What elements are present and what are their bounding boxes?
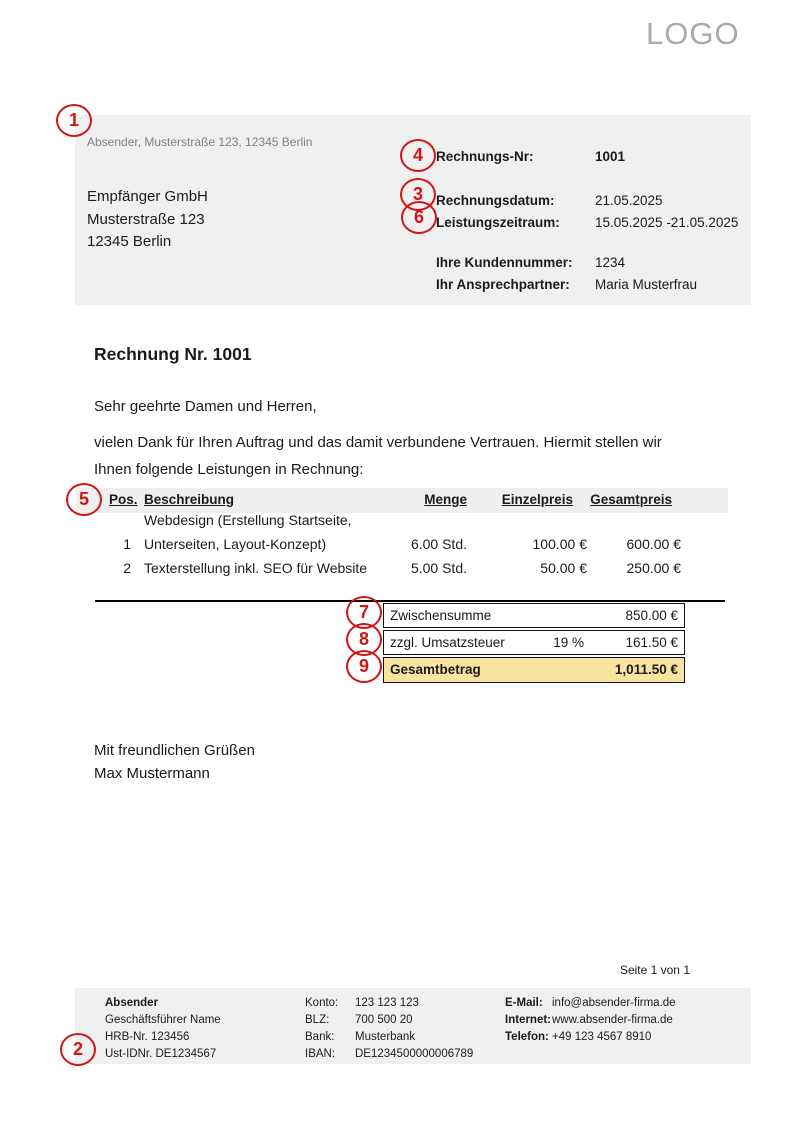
annotation-circle-6: 6: [401, 201, 437, 234]
row1-quantity: 6.00 Std.: [410, 536, 467, 552]
page-indicator: Seite 1 von 1: [619, 963, 690, 977]
footer-konto-value: 123 123 123: [355, 997, 419, 1009]
footer-iban-label: IBAN:: [305, 1048, 336, 1060]
invoice-title: Rechnung Nr. 1001: [94, 344, 252, 364]
footer-bank-values: [355, 995, 473, 1063]
footer-internet-label: Internet:: [505, 1014, 551, 1026]
footer-email-label: E-Mail:: [505, 997, 543, 1009]
col-header-einzelpreis: Einzelpreis: [501, 492, 573, 507]
annotation-circle-8: 8: [346, 623, 382, 656]
footer-telefon-value: +49 123 4567 8910: [552, 1031, 652, 1043]
footer-managing-director: Geschäftsführer Name: [105, 1014, 221, 1026]
row2-unit-price: 50.00 €: [540, 560, 587, 576]
vat-row: [383, 630, 685, 655]
recipient-line: Empfänger GmbH: [87, 188, 208, 205]
customer-number-label: Ihre Kundennummer:: [436, 255, 573, 270]
closing-block: [94, 740, 255, 785]
row2-description: Texterstellung inkl. SEO für Website: [144, 560, 368, 576]
contact-person-label: Ihr Ansprechpartner:: [436, 277, 570, 292]
annotation-circle-9: 9: [346, 650, 382, 683]
annotation-circle-7: 7: [346, 596, 382, 629]
intro-paragraph: vielen Dank für Ihren Auftrag und das damit verbundene Vertrauen. Hiermit stellen wir Ihnen folgende Leistungen in Rechnung:: [94, 434, 662, 478]
footer-konto-label: Konto:: [305, 997, 339, 1009]
footer-contact-values: [552, 995, 676, 1046]
footer-iban-value: DE1234500000006789: [355, 1048, 474, 1060]
annotation-circle-2: 2: [60, 1033, 96, 1066]
row1-description-line1: Webdesign (Erstellung Startseite,: [144, 512, 352, 528]
recipient-line: Musterstraße 123: [87, 210, 205, 228]
vat-label: zzgl. Umsatzsteuer: [390, 635, 505, 650]
grand-total-value: 1,011.50 €: [614, 662, 678, 677]
col-header-pos: Pos.: [109, 492, 138, 507]
col-header-menge: Menge: [424, 492, 467, 507]
table-bottom-rule: [95, 600, 725, 602]
closing-salutation: Mit freundlichen Grüßen: [94, 742, 255, 759]
annotation-circle-4: 4: [400, 139, 436, 172]
subtotal-value: 850.00 €: [625, 608, 678, 623]
footer-bank-labels: [305, 995, 338, 1063]
row2-quantity: 5.00 Std.: [410, 560, 467, 576]
annotation-circle-5: 5: [66, 483, 102, 516]
footer-internet-value: www.absender-firma.de: [552, 1014, 673, 1026]
footer-bank-label: Bank:: [305, 1031, 335, 1043]
footer-email-value: info@absender-firma.de: [552, 997, 676, 1009]
recipient-address: [87, 186, 208, 254]
footer-company-name: Absender: [105, 997, 159, 1009]
col-header-gesamtpreis: Gesamtpreis: [590, 492, 672, 507]
subtotal-label: Zwischensumme: [390, 608, 492, 623]
footer-blz-value: 700 500 20: [355, 1014, 413, 1026]
row2-pos: 2: [123, 560, 131, 576]
footer-hrb-number: HRB-Nr. 123456: [105, 1031, 190, 1043]
annotation-circle-3: 3: [400, 178, 436, 211]
vat-value: 161.50 €: [625, 635, 678, 650]
annotation-circle-1: 1: [56, 104, 92, 137]
signature-name: Max Mustermann: [94, 764, 210, 782]
row1-unit-price: 100.00 €: [532, 536, 587, 552]
customer-number-value: 1234: [595, 255, 626, 270]
service-period-label: Leistungszeitraum:: [436, 215, 560, 230]
col-header-beschreibung: Beschreibung: [144, 492, 235, 507]
invoice-number-label: Rechnungs-Nr:: [436, 149, 534, 164]
invoice-date-value: 21.05.2025: [595, 193, 663, 208]
row1-total-price: 600.00 €: [626, 536, 681, 552]
footer-company-column: [105, 995, 221, 1063]
logo-text: LOGO: [646, 16, 740, 51]
contact-person-value: Maria Musterfrau: [595, 277, 698, 292]
footer-telefon-label: Telefon:: [505, 1031, 549, 1043]
footer-contact-labels: [505, 995, 551, 1046]
invoice-number-value: 1001: [595, 149, 626, 164]
footer-bank-value: Musterbank: [355, 1031, 416, 1043]
invoice-date-label: Rechnungsdatum:: [436, 193, 555, 208]
service-period-value: 15.05.2025 -21.05.2025: [595, 215, 739, 230]
grand-total-row: [383, 657, 685, 683]
vat-rate: 19 %: [553, 635, 584, 650]
grand-total-label: Gesamtbetrag: [390, 662, 481, 677]
sender-return-address: Absender, Musterstraße 123, 12345 Berlin: [87, 135, 313, 149]
row1-description-line2: Unterseiten, Layout-Konzept): [144, 536, 327, 552]
footer-vat-id: Ust-IDNr. DE1234567: [105, 1048, 217, 1060]
recipient-line: 12345 Berlin: [87, 233, 172, 250]
row1-pos: 1: [123, 536, 131, 552]
footer-blz-label: BLZ:: [305, 1014, 330, 1026]
row2-total-price: 250.00 €: [626, 560, 681, 576]
subtotal-row: [383, 603, 685, 628]
salutation: Sehr geehrte Damen und Herren,: [94, 398, 317, 415]
